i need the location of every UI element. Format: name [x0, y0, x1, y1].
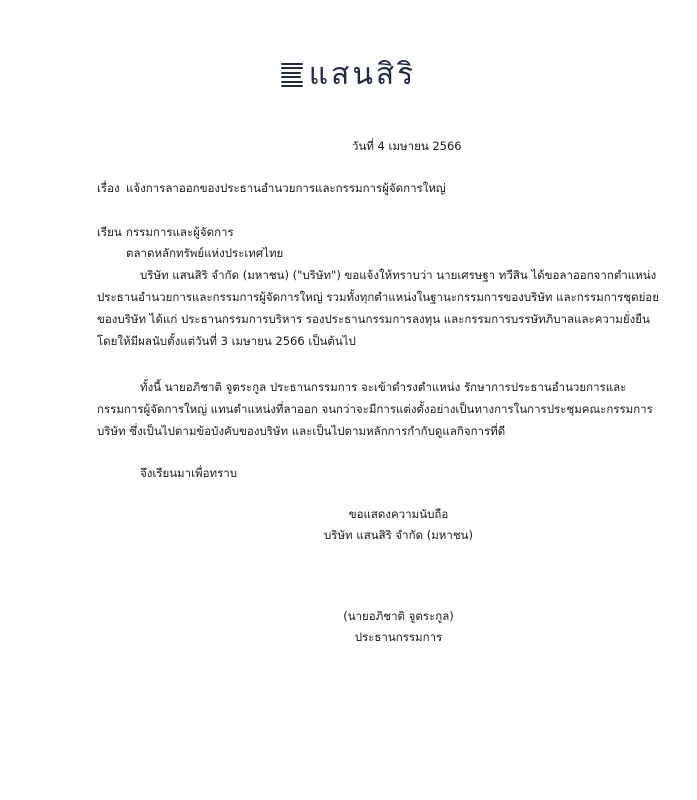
- company-logo: [0, 57, 697, 92]
- signature-position: ประธานกรรมการ: [354, 630, 443, 644]
- closing-text: จึงเรียนมาเพื่อทราบ: [140, 466, 238, 480]
- paragraph-1: [97, 264, 659, 352]
- signature-regards: ขอแสดงความนับถือ: [348, 507, 449, 521]
- paragraph-2-line: บริษัท ซึ่งเป็นไปตามข้อบังคับของบริษัท และเป็นไปตามหลักการกำกับดูแลกิจการที่ดี: [97, 424, 506, 438]
- signature-name: (นายอภิชาติ จูตระกูล): [343, 609, 454, 623]
- paragraph-1-line: ของบริษัท ได้แก่ ประธานกรรมการบริหาร รองประธานกรรมการลงทุน และกรรมการบรรษัทภิบาลและความยั่งยืน: [97, 312, 650, 326]
- paragraph-2-line: ทั้งนี้ นายอภิชาติ จูตระกูล ประธานกรรมการ จะเข้าดำรงตำแหน่ง รักษาการประธานอำนวยการและ: [140, 380, 627, 394]
- paragraph-2: [97, 376, 653, 442]
- paragraph-1-line: บริษัท แสนสิริ จำกัด (มหาชน) ("บริษัท") ขอแจ้งให้ทราบว่า นายเศรษฐา ทวีสิน ได้ขอลาออกจากตำแหน่ง: [140, 268, 657, 282]
- paragraph-2-line: กรรมการผู้จัดการใหญ่ แทนตำแหน่งที่ลาออก จนกว่าจะมีการแต่งตั้งอย่างเป็นทางการในการประชุมคณะกรรมการ: [97, 402, 653, 416]
- subject-label: เรื่อง: [97, 181, 120, 195]
- sansiri-logo-icon: [281, 63, 303, 87]
- logo-text: แสนสิริ: [308, 57, 417, 92]
- paragraph-1-line: ประธานอำนวยการและกรรมการผู้จัดการใหญ่ รวมทั้งทุกตำแหน่งในฐานะกรรมการของบริษัท และกรรมการชุดย่อย: [97, 290, 659, 304]
- recipient-line-1: กรรมการและผู้จัดการ: [126, 225, 234, 239]
- recipient-line-2: ตลาดหลักทรัพย์แห่งประเทศไทย: [126, 246, 284, 260]
- paragraph-1-line: โดยให้มีผลนับตั้งแต่วันที่ 3 เมษายน 2566 เป็นต้นไป: [97, 334, 356, 348]
- subject-text: แจ้งการลาออกของประธานอำนวยการและกรรมการผู้จัดการใหญ่: [126, 181, 446, 195]
- signature-company: บริษัท แสนสิริ จำกัด (มหาชน): [324, 528, 473, 542]
- letter-date: วันที่ 4 เมษายน 2566: [352, 139, 462, 153]
- recipient-label: เรียน: [97, 225, 122, 239]
